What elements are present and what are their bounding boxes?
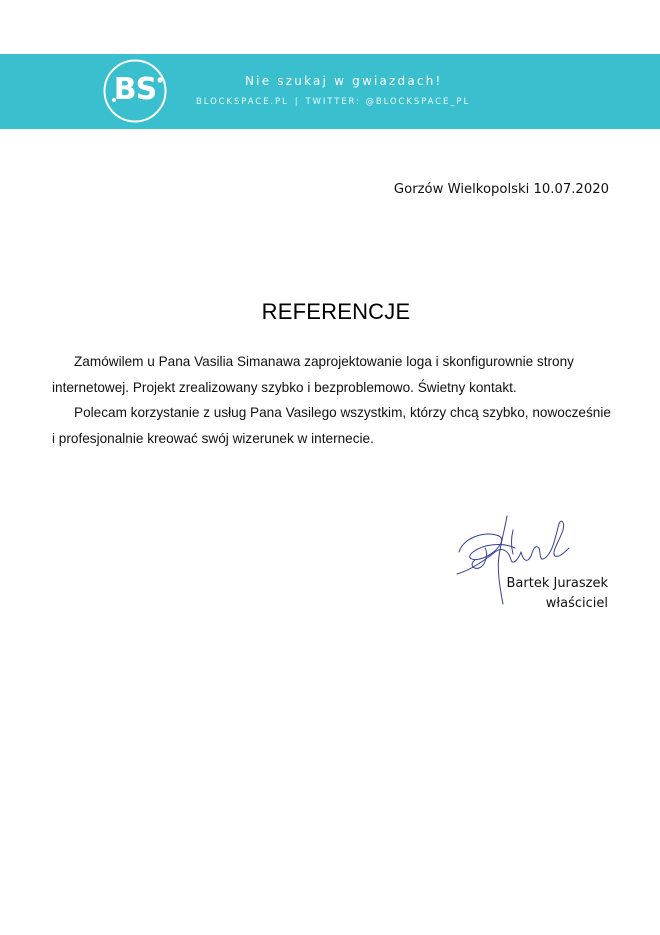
signer-block <box>507 574 609 614</box>
signer-role: właściciel <box>545 596 608 611</box>
links-separator: | <box>294 97 300 107</box>
paragraph: Polecam korzystanie z usług Pana Vasilego wszystkim, którzy chcą szybko, nowocześnie i profesjonalnie kreować swój wizerunek w internecie. <box>52 405 611 446</box>
paragraph: Zamówilem u Pana Vasilia Simanawa zaprojektowanie loga i skonfigurownie strony internetowej. Projekt zrealizowany szybko i bezproblemowo. Świetny kontakt. <box>52 354 574 395</box>
letter-body <box>52 349 612 451</box>
contact-links <box>196 97 470 107</box>
document-title: REFERENCJE <box>261 299 411 324</box>
signer-name: Bartek Juraszek <box>506 576 608 591</box>
header-banner <box>0 54 660 129</box>
blockspace-logo <box>102 58 168 124</box>
tagline: Nie szukaj w gwiazdach! <box>245 74 443 88</box>
website-link[interactable]: BLOCKSPACE.PL <box>196 97 289 107</box>
logo-text: BS <box>113 72 157 107</box>
twitter-link[interactable]: TWITTER: @BLOCKSPACE_PL <box>305 97 471 107</box>
place-date: Gorzów Wielkopolski 10.07.2020 <box>393 182 609 197</box>
